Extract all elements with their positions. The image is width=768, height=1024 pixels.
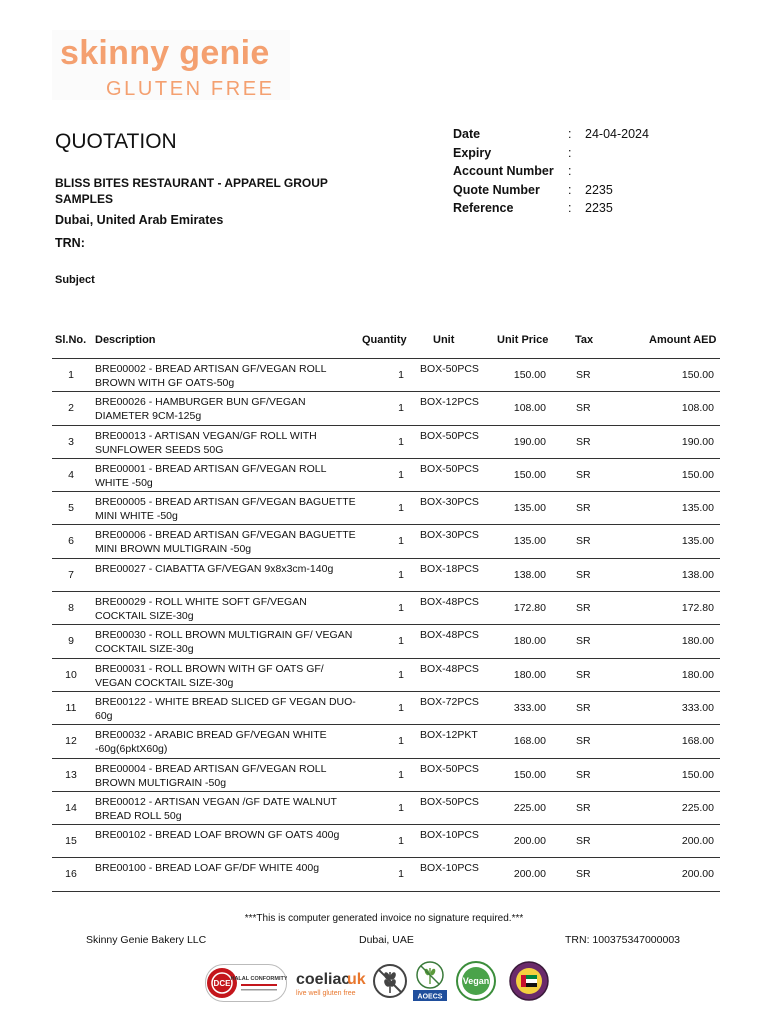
cell-sl-no: 7 xyxy=(68,568,74,581)
cell-quantity: 1 xyxy=(398,801,404,814)
meta-colon: : xyxy=(568,182,572,197)
cell-amount: 138.00 xyxy=(681,568,714,581)
company-logo xyxy=(52,30,290,100)
meta-label: Expiry xyxy=(453,145,492,160)
cell-sl-no: 2 xyxy=(68,402,74,415)
table-row xyxy=(52,492,720,525)
cell-tax: SR xyxy=(576,868,591,881)
cell-amount: 168.00 xyxy=(681,735,714,748)
cell-tax: SR xyxy=(576,369,591,381)
table-body xyxy=(52,359,720,892)
logo-brand-text: skinny genie xyxy=(60,34,270,72)
table-row xyxy=(52,525,720,558)
coeliac-uk-icon xyxy=(296,964,368,1002)
meta-label: Account Number xyxy=(453,164,554,178)
cell-unit-price: 135.00 xyxy=(513,535,546,548)
customer-city: Dubai, United Arab Emirates xyxy=(55,213,224,227)
cell-unit: BOX-48PCS xyxy=(420,596,479,609)
cell-tax: SR xyxy=(576,502,591,515)
cell-quantity: 1 xyxy=(398,468,404,481)
table-header xyxy=(52,330,720,359)
cell-description: BRE00026 - HAMBURGER BUN GF/VEGAN DIAMETER 9CM-125g xyxy=(95,396,306,423)
footer-trn: TRN: 100375347000003 xyxy=(565,934,681,946)
cell-quantity: 1 xyxy=(398,868,404,881)
cell-description: BRE00030 - ROLL BROWN MULTIGRAIN GF/ VEGAN COCKTAIL SIZE-30g xyxy=(95,629,353,656)
cell-unit-price: 172.80 xyxy=(513,602,546,615)
customer-name: BLISS BITES RESTAURANT - APPAREL GROUP SAMPLES xyxy=(55,176,328,206)
cell-tax: SR xyxy=(576,801,591,814)
svg-text:DCE: DCE xyxy=(213,979,231,988)
cell-sl-no: 14 xyxy=(65,801,77,814)
table-row xyxy=(52,592,720,625)
cell-amount: 225.00 xyxy=(681,801,714,814)
cell-quantity: 1 xyxy=(398,402,404,415)
meta-colon: : xyxy=(568,127,572,141)
cell-amount: 190.00 xyxy=(681,435,714,448)
cell-quantity: 1 xyxy=(398,535,404,548)
cell-unit: BOX-12PKT xyxy=(420,729,478,742)
cell-tax: SR xyxy=(576,735,591,748)
cell-sl-no: 6 xyxy=(68,535,74,548)
table-row xyxy=(52,426,720,459)
cell-amount: 150.00 xyxy=(681,468,714,481)
svg-text:coeliac: coeliac xyxy=(296,971,351,988)
cell-quantity: 1 xyxy=(398,768,404,781)
cell-amount: 333.00 xyxy=(681,701,714,714)
cell-unit: BOX-10PCS xyxy=(420,862,479,875)
cell-tax: SR xyxy=(576,535,591,548)
cell-unit: BOX-10PCS xyxy=(420,829,479,842)
cell-quantity: 1 xyxy=(398,435,404,448)
cell-unit: BOX-50PCS xyxy=(420,462,479,475)
cell-amount: 135.00 xyxy=(681,535,714,548)
cell-unit-price: 180.00 xyxy=(513,668,546,681)
cell-amount: 172.80 xyxy=(681,602,714,615)
cell-tax: SR xyxy=(576,602,591,615)
cell-sl-no: 12 xyxy=(65,735,77,748)
crossed-grain-icon xyxy=(372,963,408,999)
cell-unit: BOX-30PCS xyxy=(420,496,479,509)
certification-badges xyxy=(0,958,768,1008)
cell-tax: SR xyxy=(576,435,591,448)
cell-sl-no: 4 xyxy=(68,468,74,481)
meta-value: 2235 xyxy=(585,201,613,215)
cell-unit-price: 225.00 xyxy=(513,801,546,814)
table-row xyxy=(52,359,720,392)
cell-sl-no: 15 xyxy=(65,835,77,848)
meta-label: Quote Number xyxy=(453,182,540,197)
meta-colon: : xyxy=(568,164,572,178)
cell-description: BRE00012 - ARTISAN VEGAN /GF DATE WALNUT BREAD ROLL 50g xyxy=(95,795,337,822)
cell-sl-no: 8 xyxy=(68,602,74,615)
cell-amount: 200.00 xyxy=(681,835,714,848)
cell-sl-no: 10 xyxy=(65,668,77,681)
table-row xyxy=(52,459,720,492)
aoecs-icon xyxy=(412,960,448,1002)
svg-text:AOECS: AOECS xyxy=(417,993,443,1001)
cell-tax: SR xyxy=(576,568,591,581)
table-row xyxy=(52,759,720,792)
cell-description: BRE00029 - ROLL WHITE SOFT GF/VEGAN COCKTAIL SIZE-30g xyxy=(95,596,307,623)
cell-amount: 135.00 xyxy=(681,502,714,515)
cell-sl-no: 1 xyxy=(68,369,74,381)
cell-tax: SR xyxy=(576,668,591,681)
header-unit-price: Unit Price xyxy=(497,334,549,346)
table-row xyxy=(52,825,720,858)
table-row xyxy=(52,659,720,692)
cell-unit: BOX-12PCS xyxy=(420,396,479,409)
cell-unit: BOX-50PCS xyxy=(420,795,479,808)
cell-unit: BOX-30PCS xyxy=(420,529,479,542)
halal-conformity-icon xyxy=(205,964,287,1002)
cell-description: BRE00013 - ARTISAN VEGAN/GF ROLL WITH SUNFLOWER SEEDS 50G xyxy=(95,429,317,456)
cell-unit-price: 135.00 xyxy=(513,502,546,515)
cell-sl-no: 5 xyxy=(68,502,74,515)
cell-description: BRE00102 - BREAD LOAF BROWN GF OATS 400g xyxy=(95,829,340,842)
cell-quantity: 1 xyxy=(398,502,404,515)
cell-unit-price: 200.00 xyxy=(513,868,546,881)
cell-quantity: 1 xyxy=(398,568,404,581)
table-row xyxy=(52,725,720,758)
cell-quantity: 1 xyxy=(398,369,404,381)
cell-sl-no: 9 xyxy=(68,635,74,648)
cell-tax: SR xyxy=(576,402,591,415)
table-row xyxy=(52,392,720,425)
cell-quantity: 1 xyxy=(398,701,404,714)
cell-description: BRE00005 - BREAD ARTISAN GF/VEGAN BAGUETTE MINI WHITE -50g xyxy=(95,496,356,523)
cell-amount: 150.00 xyxy=(681,369,714,381)
cell-amount: 150.00 xyxy=(681,768,714,781)
header-sl-no: Sl.No. xyxy=(55,334,87,346)
cell-description: BRE00027 - CIABATTA GF/VEGAN 9x8x3cm-140g xyxy=(95,562,334,575)
cell-description: BRE00001 - BREAD ARTISAN GF/VEGAN ROLL WHITE -50g xyxy=(95,462,327,489)
cell-unit: BOX-72PCS xyxy=(420,695,479,708)
cell-unit-price: 180.00 xyxy=(513,635,546,648)
cell-tax: SR xyxy=(576,468,591,481)
table-row xyxy=(52,692,720,725)
header-amount: Amount AED xyxy=(649,334,717,346)
cell-tax: SR xyxy=(576,835,591,848)
cell-quantity: 1 xyxy=(398,668,404,681)
meta-colon: : xyxy=(568,145,572,160)
cell-sl-no: 13 xyxy=(65,768,77,781)
cell-quantity: 1 xyxy=(398,735,404,748)
customer-trn-label: TRN: xyxy=(55,236,85,250)
svg-text:uk: uk xyxy=(347,971,366,988)
cell-description: BRE00032 - ARABIC BREAD GF/VEGAN WHITE -60g(6pktX60g) xyxy=(95,729,327,756)
cell-sl-no: 11 xyxy=(65,701,77,714)
logo-tagline: GLUTEN FREE xyxy=(106,78,275,100)
cell-sl-no: 16 xyxy=(65,868,77,881)
subject-label: Subject xyxy=(55,274,95,286)
header-tax: Tax xyxy=(575,334,594,346)
cell-unit-price: 168.00 xyxy=(513,735,546,748)
document-title: QUOTATION xyxy=(55,130,177,153)
cell-unit-price: 138.00 xyxy=(513,568,546,581)
cell-tax: SR xyxy=(576,768,591,781)
table-row xyxy=(52,792,720,825)
meta-value: 2235 xyxy=(585,182,613,197)
halal-text: HALAL CONFORMITY xyxy=(230,976,287,982)
cell-amount: 108.00 xyxy=(681,402,714,415)
cell-description: BRE00004 - BREAD ARTISAN GF/VEGAN ROLL BROWN MULTIGRAIN -50g xyxy=(95,762,327,789)
cell-unit: BOX-50PCS xyxy=(420,762,479,775)
cell-unit-price: 150.00 xyxy=(513,468,546,481)
cell-amount: 200.00 xyxy=(681,868,714,881)
meta-label: Reference xyxy=(453,201,514,215)
cell-unit: BOX-48PCS xyxy=(420,629,479,642)
cell-quantity: 1 xyxy=(398,835,404,848)
cell-unit-price: 150.00 xyxy=(513,768,546,781)
cell-unit: BOX-18PCS xyxy=(420,562,479,575)
svg-text:live well gluten free: live well gluten free xyxy=(296,990,356,997)
cell-description: BRE00002 - BREAD ARTISAN GF/VEGAN ROLL BROWN WITH GF OATS-50g xyxy=(95,363,327,389)
svg-text:Vegan: Vegan xyxy=(462,976,490,986)
header-quantity: Quantity xyxy=(362,334,407,346)
meta-colon: : xyxy=(568,201,572,215)
vegan-certified-icon xyxy=(455,960,497,1002)
uae-seal-icon xyxy=(508,960,550,1002)
line-items-table xyxy=(52,330,720,892)
cell-unit-price: 333.00 xyxy=(513,701,546,714)
meta-label: Date xyxy=(453,127,481,141)
cell-unit: BOX-50PCS xyxy=(420,429,479,442)
cell-amount: 180.00 xyxy=(681,635,714,648)
cell-unit-price: 190.00 xyxy=(513,435,546,448)
cell-unit-price: 150.00 xyxy=(513,369,546,381)
cell-description: BRE00031 - ROLL BROWN WITH GF OATS GF/ VEGAN COCKTAIL SIZE-30g xyxy=(95,662,324,689)
cell-unit-price: 108.00 xyxy=(513,402,546,415)
meta-value: 24-04-2024 xyxy=(585,127,649,141)
header-unit: Unit xyxy=(433,334,455,346)
table-row xyxy=(52,858,720,891)
cell-description: BRE00006 - BREAD ARTISAN GF/VEGAN BAGUETTE MINI BROWN MULTIGRAIN -50g xyxy=(95,529,356,556)
cell-unit: BOX-48PCS xyxy=(420,662,479,675)
table-row xyxy=(52,625,720,658)
cell-quantity: 1 xyxy=(398,602,404,615)
cell-sl-no: 3 xyxy=(68,435,74,448)
cell-tax: SR xyxy=(576,701,591,714)
footer-company: Skinny Genie Bakery LLC xyxy=(86,934,207,946)
cell-amount: 180.00 xyxy=(681,668,714,681)
cell-description: BRE00122 - WHITE BREAD SLICED GF VEGAN DUO- 60g xyxy=(95,695,356,722)
cell-tax: SR xyxy=(576,635,591,648)
header-description: Description xyxy=(95,334,156,346)
cell-quantity: 1 xyxy=(398,635,404,648)
footer-note: ***This is computer generated invoice no signature required.*** xyxy=(244,913,524,924)
footer-city: Dubai, UAE xyxy=(359,934,414,946)
table-row xyxy=(52,559,720,592)
cell-description: BRE00100 - BREAD LOAF GF/DF WHITE 400g xyxy=(95,862,320,875)
cell-unit-price: 200.00 xyxy=(513,835,546,848)
cell-unit: BOX-50PCS xyxy=(420,363,479,375)
